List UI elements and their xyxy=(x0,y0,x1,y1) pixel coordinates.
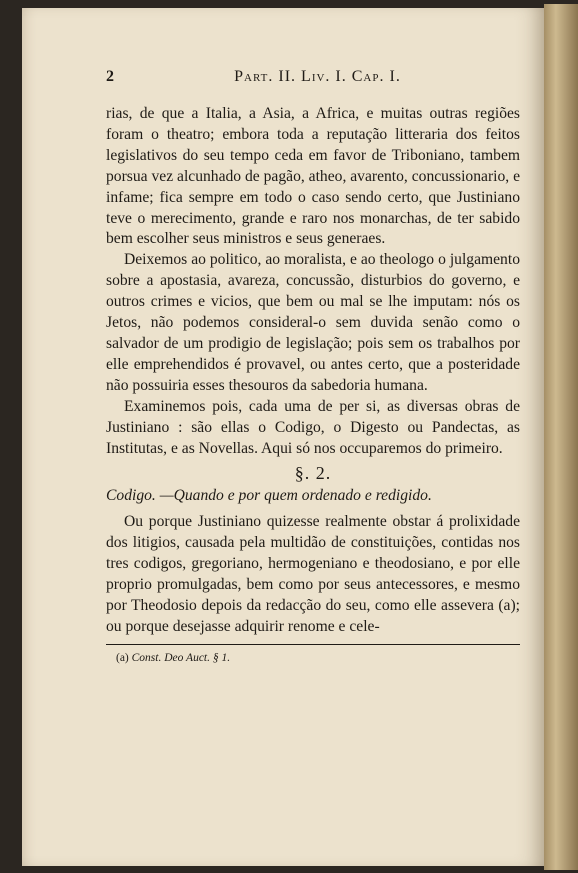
paragraph-3: Examinemos pois, cada uma de per si, as diversas obras de Justiniano : são ellas o Codigo, o Digesto ou Pandectas, as Institutas, e as Novellas. Aqui só nos occuparemos do primeiro. xyxy=(106,397,520,457)
paragraph-1: rias, de que a Italia, a Asia, a Africa, e muitas outras regiões foram o theatro; embora toda a reputação litteraria dos feitos legislativos do seu tempo ceda em favor de Triboniano, tambem porsua vez alcunhado de pagão, atheo, avarento, concussionario, e infame; fica sempre em todo o caso sendo certo, que Justiniano teve o merecimento, grande e raro nos monarchas, de ter sabido bem escolher seus ministros e seus generaes. xyxy=(106,105,520,248)
footnote xyxy=(116,651,520,666)
book-page xyxy=(22,8,544,866)
section-number: §. 2. xyxy=(294,463,332,484)
footnote-rule xyxy=(106,644,520,645)
footnote-text: Const. Deo Auct. § 1. xyxy=(131,651,231,664)
running-head xyxy=(106,68,520,98)
paragraph-4: Ou porque Justiniano quizesse realmente obstar á prolixidade dos litigios, causada pela multidão de constituições, contidas nos tres codigos, gregoriano, hermogeniano e theodosiano, e por elle proprio promulgadas, bem como por seus antecessores, e mesmo por Theodosio depois da redacção do seu, como elle assevera (a); ou porque desejasse adquirir renome e cele- xyxy=(106,513,520,635)
paragraph-2: Deixemos ao politico, ao moralista, e ao theologo o julgamento sobre a apostasia, avareza, concussão, disturbios do governo, e outros crimes e vicios, que bem ou mal se lhe imputam: nós os Jetos, não podemos consideral-o sem duvida senão como o salvador de um prodigio de legislação; pois sem os trabalhos por elle emprehendidos é provavel, ou antes certo, que a posteridade não possuiria esses thesouros da sabedoria humana. xyxy=(106,251,520,394)
section-title: Codigo. —Quando e por quem ordenado e redigido. xyxy=(106,487,432,505)
footnote-mark: (a) xyxy=(116,651,129,664)
book-spine xyxy=(544,4,578,870)
page-number: 2 xyxy=(106,68,115,85)
running-title: Part. II. Liv. I. Cap. I. xyxy=(234,68,401,85)
page-content xyxy=(106,68,520,666)
